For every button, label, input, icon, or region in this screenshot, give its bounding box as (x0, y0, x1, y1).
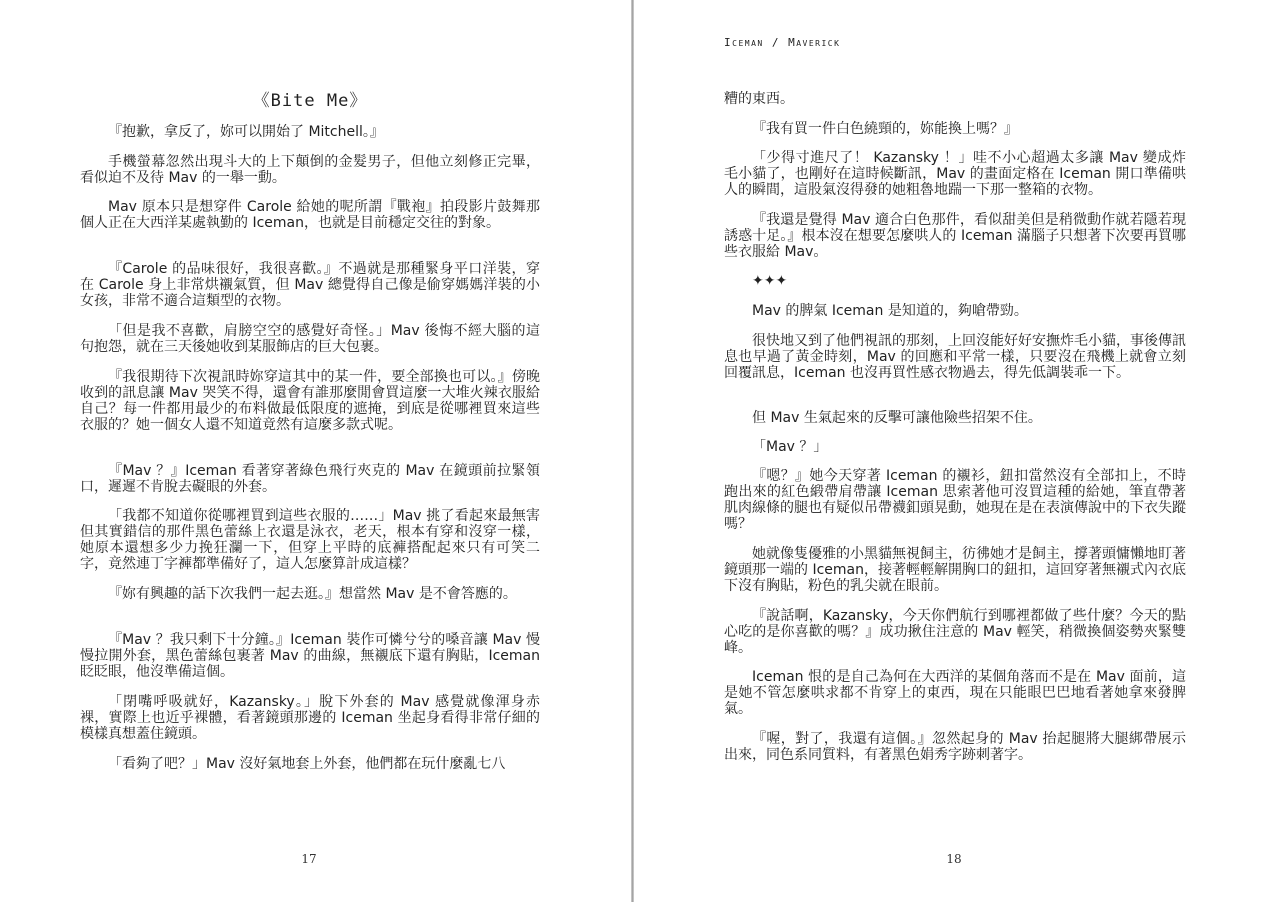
page-number: 17 (301, 852, 317, 866)
page-number: 18 (946, 852, 962, 866)
paragraph: 『Carole 的品味很好，我很喜歡。』不過就是那種緊身平口洋裝，穿在 Carole 身上非常烘襯氣質，但 Mav 總覺得自己像是偷穿媽媽洋裝的小女孩，非常不適合這類型的衣物。 (80, 261, 540, 309)
paragraph: 『說話啊，Kazansky，今天你們航行到哪裡都做了些什麼？今天的點心吃的是你喜歡的嗎？』成功揪住注意的 Mav 輕笑，稍微換個姿勢夾緊雙峰。 (724, 608, 1186, 656)
section-break-ornament: ✦✦✦ (752, 273, 788, 289)
paragraph: 『我還是覺得 Mav 適合白色那件，看似甜美但是稍微動作就若隱若現誘惑十足。』根本沒在想要怎麼哄人的 Iceman 滿腦子只想著下次要再買哪些衣服給 Mav。 (724, 212, 1186, 260)
paragraph: 『嗯？』她今天穿著 Iceman 的襯衫，鈕扣當然沒有全部扣上，不時跑出來的紅色緞帶肩帶讓 Iceman 思索著他可沒買這種的給她，筆直帶著肌肉線條的腿也有疑似吊帶襪釦頭晃動，她現在是在表演傳說中的下衣失蹤嗎？ (724, 468, 1186, 532)
paragraph: 『Mav ？我只剩下十分鐘。』Iceman 裝作可憐兮兮的嗓音讓 Mav 慢慢拉開外套，黑色蕾絲包裹著 Mav 的曲線，無襯底下還有胸貼，Iceman 眨眨眼，他沒準備這個。 (80, 632, 540, 680)
paragraph: 「但是我不喜歡，肩膀空空的感覺好奇怪。」Mav 後悔不經大腦的這句抱怨，就在三天後她收到某服飾店的巨大包裹。 (80, 323, 540, 355)
paragraph: 她就像隻優雅的小黑貓無視飼主，彷彿她才是飼主，撐著頭慵懶地盯著鏡頭那一端的 Iceman，接著輕輕解開胸口的鈕扣，這回穿著無襯式內衣底下沒有胸貼，粉色的乳尖就在眼前。 (724, 546, 1186, 594)
paragraph: 「少得寸進尺了！ Kazansky ！」哇不小心超過太多讓 Mav 變成炸毛小貓了，也剛好在這時候斷訊，Mav 的畫面定格在 Iceman 開口準備哄人的瞬間，這股氣沒得發的她粗魯地踹一下那一整箱的衣物。 (724, 150, 1186, 198)
paragraph: 『我有買一件白色繞頸的，妳能換上嗎？』 (752, 121, 1018, 137)
paragraph: 『妳有興趣的話下次我們一起去逛。』想當然 Mav 是不會答應的。 (108, 586, 517, 602)
running-header: Iceman / Maverick (724, 36, 841, 49)
paragraph: 『抱歉，拿反了，妳可以開始了 Mitchell。』 (108, 124, 384, 140)
paragraph: Mav 原本只是想穿件 Carole 給她的呢所謂『戰袍』拍段影片鼓舞那個人正在大西洋某處執勤的 Iceman，也就是目前穩定交往的對象。 (80, 199, 540, 231)
paragraph: 「閉嘴呼吸就好，Kazansky。」脫下外套的 Mav 感覺就像渾身赤裸，實際上也近乎裸體，看著鏡頭那邊的 Iceman 坐起身看得非常仔細的模樣真想蓋住鏡頭。 (80, 694, 540, 742)
paragraph: 「看夠了吧？」Mav 沒好氣地套上外套，他們都在玩什麼亂七八 (108, 756, 506, 772)
paragraph: 糟的東西。 (724, 91, 794, 107)
paragraph: 『喔，對了，我還有這個。』忽然起身的 Mav 抬起腿將大腿綁帶展示出來，同色系同質料，有著黑色娟秀字跡刺著字。 (724, 731, 1186, 763)
left-page (0, 0, 632, 902)
paragraph: 很快地又到了他們視訊的那刻，上回沒能好好安撫炸毛小貓，事後傳訊息也早過了黃金時刻，Mav 的回應和平常一樣，只要沒在飛機上就會立刻回覆訊息，Iceman 也沒再買性感衣物過去，得先低調裝乖一下。 (724, 333, 1186, 381)
paragraph: Iceman 恨的是自己為何在大西洋的某個角落而不是在 Mav 面前，這是她不管怎麼哄求都不肯穿上的東西，現在只能眼巴巴地看著她拿來發脾氣。 (724, 669, 1186, 717)
paragraph: 手機螢幕忽然出現斗大的上下顛倒的金髮男子，但他立刻修正完畢，看似迫不及待 Mav 的一舉一動。 (80, 154, 540, 186)
paragraph: Mav 的脾氣 Iceman 是知道的，夠嗆帶勁。 (752, 303, 1028, 319)
right-page (634, 0, 1268, 902)
paragraph: 『Mav ？』Iceman 看著穿著綠色飛行夾克的 Mav 在鏡頭前拉緊領口，遲遲不肯脫去礙眼的外套。 (80, 463, 540, 495)
paragraph: 但 Mav 生氣起來的反擊可讓他險些招架不住。 (752, 410, 1042, 426)
paragraph: 「Mav ？」 (752, 439, 828, 455)
chapter-title: 《Bite Me》 (252, 91, 368, 111)
paragraph: 「我都不知道你從哪裡買到這些衣服的……」Mav 挑了看起來最無害但其實錯信的那件黑色蕾絲上衣還是泳衣，老天，根本有穿和沒穿一樣，她原本還想多少力挽狂瀾一下，但穿上平時的底褲搭配起來只有可笑二字，竟然連丁字褲都準備好了，這人怎麼算計成這樣？ (80, 508, 540, 572)
paragraph: 『我很期待下次視訊時妳穿這其中的某一件，要全部換也可以。』傍晚收到的訊息讓 Mav 哭笑不得，還會有誰那麼閒會買這麼一大堆火辣衣服給自己？每一件都用最少的布料做最低限度的遮掩，到底是從哪裡買來這些衣服的？她一個女人還不知道竟然有這麼多款式呢。 (80, 369, 540, 433)
